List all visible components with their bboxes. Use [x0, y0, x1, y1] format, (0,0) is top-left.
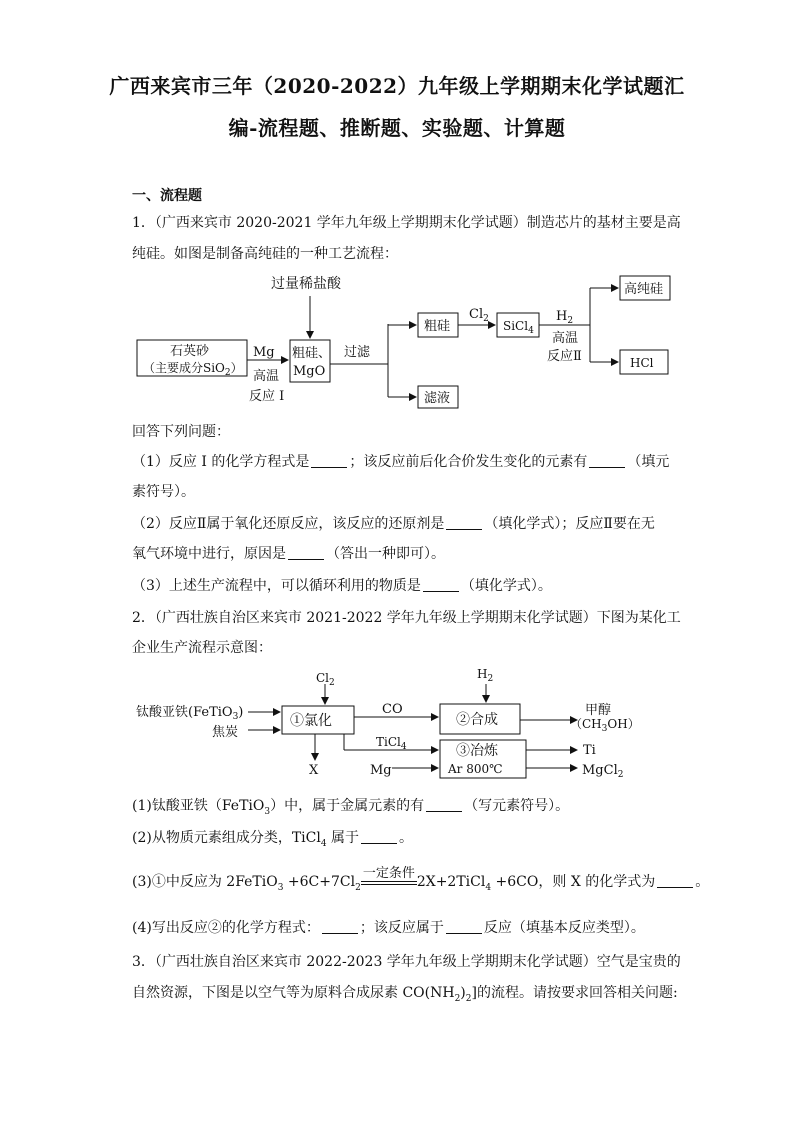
q1-part2-line2: 氧气环境中进行，原因是 （答出一种即可）。 — [132, 546, 445, 562]
answer-blank[interactable] — [446, 919, 482, 934]
label-x: X — [309, 763, 319, 778]
answer-blank[interactable] — [657, 873, 693, 888]
label-h2: $H_2$ — [477, 667, 494, 684]
label-cl2: $Cl_2$ — [316, 671, 335, 688]
label-filter: 过滤 — [344, 345, 371, 360]
q3-stem-line1: 3．（广西壮族自治区来宾市 2022-2023 学年九年级上学期期末化学试题）空气是宝贵的 — [132, 954, 681, 970]
answer-blank[interactable] — [288, 545, 324, 560]
q2-part1: (1)钛酸亚铁（FeTiO$_3$）中，属于金属元素的有 （写元素符号）。 — [132, 798, 570, 817]
q1-part1-line1: （1）反应 I 的化学方程式是 ；该反应前后化合价发生变化的元素有 （填元 — [132, 454, 670, 470]
label-co: CO — [382, 702, 403, 717]
condition-over-arrow: 一定条件 — [361, 867, 417, 885]
answer-blank[interactable] — [361, 829, 397, 844]
label-pure-si: 高纯硅 — [624, 282, 664, 297]
answer-blank[interactable] — [446, 515, 482, 530]
label-quartz-sio2: （主要成分SiO$_2$） — [143, 361, 243, 378]
q2-stem-line1: 2．（广西壮族自治区来宾市 2021-2022 学年九年级上学期期末化学试题）下图为某化工 — [132, 610, 681, 626]
q3-stem-line2: 自然资源，下图是以空气等为原料合成尿素 $CO(NH_2)_2$]的流程。请按要求回答相关问题: — [132, 985, 678, 1004]
q2-part2: (2)从物质元素组成分类，TiCl$_4$ 属于 。 — [132, 830, 414, 849]
label-reaction-1: 反应 I — [249, 389, 285, 404]
label-ferrous-titanate: 钛酸亚铁(FeTiO$_3$) — [136, 705, 244, 722]
label-mgcl2: MgCl$_2$ — [582, 763, 624, 780]
q1-part2-line1: （2）反应Ⅱ属于氧化还原反应，该反应的还原剂是 （填化学式）；反应Ⅱ要在无 — [132, 516, 655, 532]
label-high-temp-1: 高温 — [253, 369, 280, 384]
label-crude-si-comma: 粗硅、 — [292, 346, 332, 361]
label-coke: 焦炭 — [212, 725, 239, 740]
label-excess-hcl: 过量稀盐酸 — [271, 276, 341, 292]
answer-blank[interactable] — [589, 453, 625, 468]
answer-blank[interactable] — [426, 797, 462, 812]
page-title-line2: 编-流程题、推断题、实验题、计算题 — [228, 116, 566, 140]
section-heading-flow: 一、流程题 — [132, 188, 202, 204]
label-methanol-formula: $(CH_3OH)$ — [570, 717, 640, 734]
label-ar-800: Ar 800℃ — [448, 762, 503, 776]
label-hcl: HCl — [630, 356, 654, 370]
label-cl2: $Cl_2$ — [469, 307, 489, 324]
label-ticl4: TiCl$_4$ — [376, 735, 407, 752]
label-mg: Mg — [370, 763, 392, 778]
label-ti: Ti — [583, 743, 596, 758]
label-filtrate: 滤液 — [424, 391, 451, 406]
page-title-line1: 广西来宾市三年（2020-2022）九年级上学期期末化学试题汇 — [109, 74, 685, 98]
label-sicl4: SiCl$_4$ — [503, 319, 534, 336]
q2-part3: (3)①中反应为 2FeTiO$_3$ $+6C+7Cl_2$ 一定条件 2X+2TiCl$_4$ +6CO，则 X 的化学式为 。 — [132, 866, 710, 893]
q2-part4: (4)写出反应②的化学方程式： ；该反应属于 反应（填基本反应类型）。 — [132, 920, 645, 936]
q1-answer-prompt: 回答下列问题： — [132, 424, 230, 440]
label-h2: $H_2$ — [556, 309, 574, 326]
q1-part3: （3）上述生产流程中，可以循环利用的物质是 （填化学式）。 — [132, 578, 552, 594]
q1-part1-line2: 素符号）。 — [132, 484, 195, 500]
flow-diagram-titanium — [130, 664, 670, 786]
label-mg: Mg — [253, 345, 275, 360]
label-crude-si: 粗硅 — [424, 319, 451, 334]
label-high-temp-2: 高温 — [552, 331, 579, 346]
answer-blank[interactable] — [322, 919, 358, 934]
label-chlorination: ①氯化 — [290, 713, 332, 729]
q2-stem-line2: 企业生产流程示意图： — [132, 640, 272, 656]
q1-stem-line1: 1．（广西来宾市 2020-2021 学年九年级上学期期末化学试题）制造芯片的基材主要是高 — [132, 215, 681, 231]
label-mgo: MgO — [293, 364, 326, 379]
answer-blank[interactable] — [423, 577, 459, 592]
label-methanol: 甲醇 — [585, 703, 612, 718]
q1-stem-line2: 纯硅。如图是制备高纯硅的一种工艺流程： — [132, 246, 398, 262]
label-reaction-2: 反应Ⅱ — [547, 349, 582, 364]
flow-diagram-silicon — [125, 268, 685, 416]
label-quartz: 石英砂 — [170, 344, 210, 359]
label-smelting: ③冶炼 — [456, 743, 498, 759]
answer-blank[interactable] — [311, 453, 347, 468]
label-synthesis: ②合成 — [456, 712, 498, 728]
